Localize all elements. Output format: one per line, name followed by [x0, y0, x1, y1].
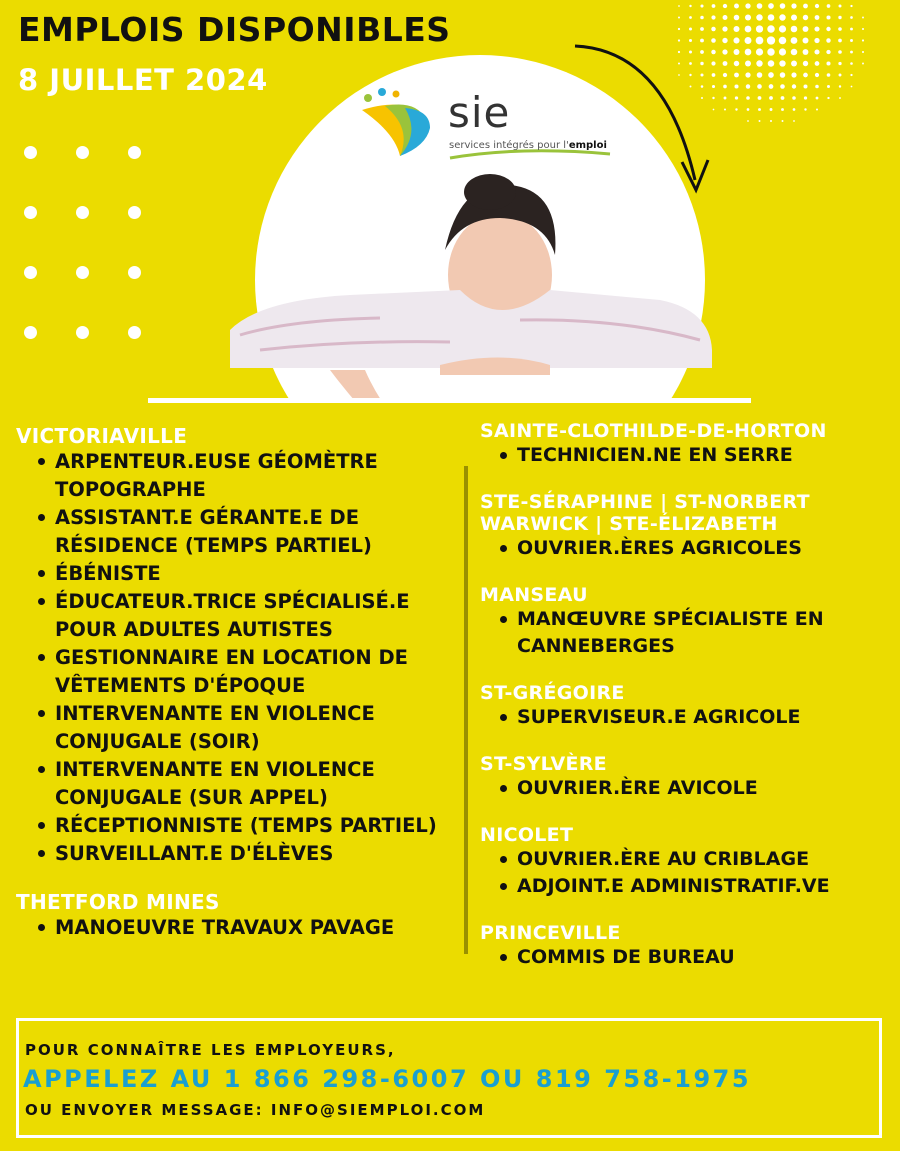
contact-email[interactable]: OU ENVOYER MESSAGE: INFO@SIEMPLOI.COM [25, 1101, 486, 1119]
halftone-dot [747, 120, 749, 122]
halftone-dot [745, 14, 751, 20]
job-item: RÉCEPTIONNISTE (TEMPS PARTIEL) [38, 812, 456, 840]
halftone-dot [767, 48, 774, 55]
job-list [480, 775, 890, 802]
halftone-dot [826, 38, 830, 42]
halftone-dot [838, 27, 842, 31]
halftone-dot [768, 60, 775, 67]
halftone-dot [734, 61, 739, 66]
halftone-dot [722, 26, 727, 31]
halftone-dot [803, 73, 808, 78]
halftone-dot [827, 85, 830, 88]
halftone-dot [838, 39, 842, 43]
halftone-dot [779, 25, 786, 32]
halftone-dot [793, 120, 795, 122]
halftone-dot [850, 5, 852, 7]
decor-dot [128, 146, 141, 159]
halftone-dot [804, 108, 806, 110]
halftone-dot [780, 3, 786, 9]
right-job-column [480, 420, 890, 971]
job-item: OUVRIER.ÈRE AU CRIBLAGE [500, 846, 890, 873]
halftone-dot [767, 36, 775, 44]
city-heading: NICOLET [480, 824, 574, 846]
halftone-dot [793, 108, 796, 111]
halftone-dot [791, 26, 798, 33]
halftone-dot [815, 61, 820, 66]
halftone-dot [759, 120, 761, 122]
halftone-dot [678, 28, 680, 30]
halftone-dot [802, 37, 808, 43]
halftone-dot [758, 108, 761, 111]
halftone-dot [747, 108, 750, 111]
decor-dot [24, 326, 37, 339]
city-heading: STE-SÉRAPHINE | ST-NORBERT WARWICK | STE-ÉLIZABETH [480, 491, 810, 535]
halftone-dot [815, 73, 819, 77]
logo-tagline-text: services intégrés pour l' [449, 140, 569, 151]
job-list [480, 606, 890, 660]
halftone-dot [816, 108, 818, 110]
halftone-dot [850, 74, 852, 76]
halftone-dot [803, 61, 808, 66]
halftone-dot [756, 25, 763, 32]
contact-intro: POUR CONNAÎTRE LES EMPLOYEURS, [25, 1041, 396, 1059]
halftone-dot [803, 15, 808, 20]
halftone-dot [689, 28, 692, 31]
halftone-dot [792, 84, 796, 88]
halftone-dot [781, 108, 784, 111]
halftone-dot [851, 86, 853, 88]
halftone-dot [779, 37, 787, 45]
city-heading: ST-GRÉGOIRE [480, 682, 625, 704]
halftone-dot [723, 85, 727, 89]
halftone-dot [722, 38, 727, 43]
halftone-dot [850, 28, 853, 31]
city-group [480, 420, 890, 469]
halftone-dot [745, 72, 750, 77]
job-list [16, 448, 456, 868]
halftone-dot [791, 15, 797, 21]
contact-box [16, 1018, 882, 1138]
halftone-dot [768, 3, 774, 9]
halftone-dot [815, 4, 819, 8]
halftone-dot [756, 14, 762, 20]
halftone-dot [735, 96, 738, 99]
halftone-dot [791, 49, 798, 56]
city-group [16, 890, 456, 942]
halftone-dot [689, 5, 691, 7]
job-item: OUVRIER.ÈRE AVICOLE [500, 775, 890, 802]
halftone-dot [838, 50, 842, 54]
halftone-dot [839, 97, 841, 99]
halftone-dot [745, 60, 751, 66]
halftone-dot [839, 85, 841, 87]
halftone-dot [723, 4, 727, 8]
halftone-dot [745, 37, 752, 44]
halftone-dot [769, 96, 773, 100]
halftone-dot [734, 73, 739, 78]
halftone-dot [768, 14, 775, 21]
halftone-dot [757, 84, 762, 89]
decor-dot [128, 266, 141, 279]
halftone-dot [712, 4, 716, 8]
halftone-dot [803, 26, 809, 32]
halftone-dot [735, 108, 737, 110]
halftone-dot [827, 4, 831, 8]
job-item: SURVEILLANT.E D'ÉLÈVES [38, 840, 456, 868]
halftone-dot [734, 49, 740, 55]
halftone-dot [826, 15, 830, 19]
halftone-dot [850, 16, 853, 19]
job-list [480, 846, 890, 900]
halftone-dot [724, 108, 726, 110]
halftone-dot [780, 84, 785, 89]
halftone-dot [791, 72, 796, 77]
halftone-dot [770, 108, 773, 111]
halftone-dot [734, 15, 740, 21]
job-item: INTERVENANTE EN VIOLENCE CONJUGALE (SOIR) [38, 700, 456, 756]
job-item: SUPERVISEUR.E AGRICOLE [500, 704, 890, 731]
left-job-column [16, 424, 456, 942]
halftone-dot [850, 39, 853, 42]
halftone-dot [758, 96, 762, 100]
job-list [480, 704, 890, 731]
halftone-dot [803, 84, 807, 88]
halftone-dot [779, 60, 785, 66]
decor-dot [76, 326, 89, 339]
white-rule [148, 398, 751, 403]
city-heading: SAINTE-CLOTHILDE-DE-HORTON [480, 420, 827, 442]
halftone-dot [862, 28, 864, 30]
decor-dot [24, 206, 37, 219]
halftone-dot [839, 5, 842, 8]
halftone-dot [791, 61, 797, 67]
halftone-dot [862, 17, 864, 19]
job-list [16, 914, 456, 942]
dot-grid-decoration [24, 146, 144, 346]
halftone-dot [689, 16, 692, 19]
decor-dot [76, 146, 89, 159]
halftone-dot [722, 49, 727, 54]
decor-dot [24, 266, 37, 279]
halftone-dot [826, 27, 830, 31]
job-list [480, 944, 890, 971]
decor-dot [24, 146, 37, 159]
page-date: 8 JUILLET 2024 [18, 63, 268, 97]
city-heading: PRINCEVILLE [480, 922, 621, 944]
halftone-dot [734, 4, 739, 9]
page-title: EMPLOIS DISPONIBLES [18, 10, 451, 49]
city-group [480, 922, 890, 971]
logo-tagline-bold: emploi [568, 140, 607, 151]
halftone-dot [678, 5, 680, 7]
city-group [480, 584, 890, 660]
halftone-dot [791, 3, 796, 8]
job-list [480, 442, 890, 469]
halftone-dot [757, 72, 763, 78]
halftone-dot [850, 51, 853, 54]
halftone-dot [770, 120, 772, 122]
halftone-dot [814, 26, 819, 31]
halftone-dot [734, 26, 740, 32]
job-item: MANOEUVRE TRAVAUX PAVAGE [38, 914, 456, 942]
job-item: COMMIS DE BUREAU [500, 944, 890, 971]
halftone-dot [745, 3, 750, 8]
halftone-dot [723, 61, 728, 66]
city-group [480, 753, 890, 802]
halftone-dot [862, 63, 864, 65]
job-item: ÉBÉNISTE [38, 560, 456, 588]
decor-dot [76, 206, 89, 219]
halftone-dot [827, 73, 831, 77]
halftone-dot [700, 27, 704, 31]
halftone-dot [678, 16, 680, 18]
halftone-dot [756, 60, 762, 66]
decor-dot [76, 266, 89, 279]
halftone-dot [850, 62, 853, 65]
halftone-dot [791, 37, 798, 44]
job-item: INTERVENANTE EN VIOLENCE CONJUGALE (SUR APPEL) [38, 756, 456, 812]
halftone-dot [838, 16, 841, 19]
halftone-dot [745, 49, 752, 56]
halftone-dot [767, 25, 775, 33]
halftone-dot [711, 15, 715, 19]
city-heading: ST-SYLVÈRE [480, 753, 607, 775]
halftone-dot [779, 48, 786, 55]
halftone-dot [780, 72, 786, 78]
city-group [480, 491, 890, 562]
halftone-dot [862, 51, 864, 53]
contact-phone[interactable]: APPELEZ AU 1 866 298-6007 OU 819 758-1975 [23, 1065, 752, 1093]
halftone-dot [756, 48, 763, 55]
halftone-dot [779, 14, 785, 20]
halftone-dot [723, 15, 728, 20]
halftone-dot [815, 15, 820, 20]
halftone-dot [700, 16, 704, 20]
halftone-dot [746, 96, 750, 100]
halftone-dot [723, 73, 727, 77]
job-item: GESTIONNAIRE EN LOCATION DE VÊTEMENTS D'ÉPOQUE [38, 644, 456, 700]
job-item: ADJOINT.E ADMINISTRATIF.VE [500, 873, 890, 900]
halftone-dot [781, 96, 785, 100]
halftone-dot [792, 96, 796, 100]
halftone-dot [804, 96, 807, 99]
halftone-dot [839, 74, 842, 77]
city-heading: VICTORIAVILLE [16, 424, 188, 448]
job-item: MANŒUVRE SPÉCIALISTE EN CANNEBERGES [500, 606, 890, 660]
decor-dot [128, 206, 141, 219]
city-heading: THETFORD MINES [16, 890, 220, 914]
city-group [480, 682, 890, 731]
halftone-dot [733, 37, 739, 43]
halftone-dot [756, 37, 764, 45]
job-item: ARPENTEUR.EUSE GÉOMÈTRE TOPOGRAPHE [38, 448, 456, 504]
halftone-dot [711, 27, 716, 32]
halftone-dot [838, 62, 841, 65]
job-list [480, 535, 890, 562]
halftone-dot [826, 61, 830, 65]
halftone-dot [803, 49, 809, 55]
halftone-dot [815, 85, 819, 89]
job-item: ÉDUCATEUR.TRICE SPÉCIALISÉ.E POUR ADULTES AUTISTES [38, 588, 456, 644]
halftone-dot [700, 4, 703, 7]
job-item: OUVRIER.ÈRES AGRICOLES [500, 535, 890, 562]
halftone-dot [745, 26, 752, 33]
halftone-dot [814, 49, 819, 54]
city-heading: MANSEAU [480, 584, 588, 606]
city-group [16, 424, 456, 868]
decor-dot [128, 326, 141, 339]
job-item: TECHNICIEN.NE EN SERRE [500, 442, 890, 469]
halftone-dot [746, 84, 750, 88]
curved-arrow-icon [570, 40, 720, 200]
halftone-dot [782, 120, 784, 122]
halftone-dot [769, 84, 774, 89]
logo-wordmark: sie [448, 88, 511, 137]
city-group [480, 824, 890, 900]
job-item: ASSISTANT.E GÉRANTE.E DE RÉSIDENCE (TEMPS PARTIEL) [38, 504, 456, 560]
halftone-dot [768, 72, 774, 78]
halftone-dot [814, 38, 819, 43]
column-divider [464, 466, 468, 954]
halftone-dot [757, 3, 763, 9]
halftone-dot [827, 97, 829, 99]
halftone-dot [734, 84, 738, 88]
halftone-dot [724, 97, 727, 100]
halftone-dot [816, 97, 819, 100]
halftone-dot [826, 50, 830, 54]
halftone-dot [862, 39, 864, 41]
halftone-dot [803, 4, 808, 9]
